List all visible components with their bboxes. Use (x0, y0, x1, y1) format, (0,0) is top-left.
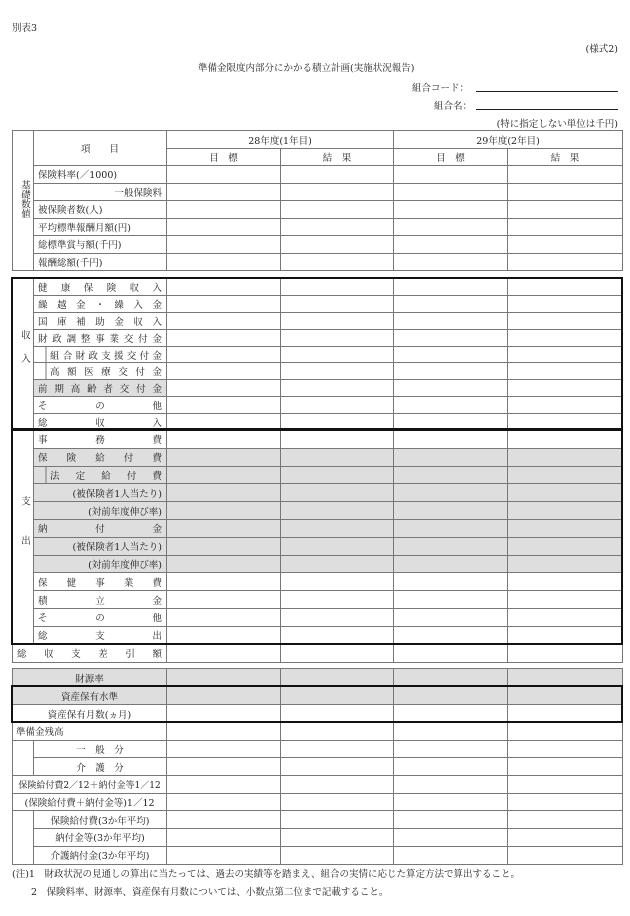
cell-input[interactable] (508, 201, 623, 219)
cell-input[interactable] (394, 723, 508, 741)
cell-input[interactable] (508, 723, 623, 741)
cell-input[interactable] (394, 555, 508, 573)
cell-input[interactable] (394, 537, 508, 555)
cell-input[interactable] (281, 329, 394, 346)
year1-target-header: 目 標 (167, 149, 281, 166)
cell-input[interactable] (394, 573, 508, 591)
cell-input[interactable] (167, 758, 281, 776)
row-label: 保健事業費 (34, 573, 167, 591)
cell-input[interactable] (508, 591, 623, 609)
cell-input[interactable] (508, 166, 623, 184)
cell-input[interactable] (281, 466, 394, 484)
cell-input[interactable] (167, 236, 281, 254)
table-row (13, 573, 623, 591)
cell-input[interactable] (394, 183, 508, 201)
cell-input[interactable] (281, 502, 394, 520)
cell-input[interactable] (281, 626, 394, 644)
row-label: 保険給付費(3か年平均) (34, 811, 167, 829)
row-label: 介 護 分 (34, 758, 167, 776)
indent-cell (13, 740, 34, 758)
cell-input[interactable] (394, 363, 508, 380)
cell-input[interactable] (281, 723, 394, 741)
cell-input[interactable] (281, 448, 394, 466)
cell-input[interactable] (167, 329, 281, 346)
cell-input[interactable] (167, 380, 281, 397)
cell-input[interactable] (508, 346, 623, 363)
cell-input[interactable] (508, 537, 623, 555)
cell-input[interactable] (508, 626, 623, 644)
form-label: (様式2) (585, 44, 618, 55)
cell-input[interactable] (508, 295, 623, 312)
cell-input[interactable] (394, 312, 508, 329)
cell-input[interactable] (394, 608, 508, 626)
cell-input[interactable] (281, 201, 394, 219)
table-row (13, 793, 623, 811)
cell-input[interactable] (167, 829, 281, 847)
page-title: 準備金限度内部分にかかる積立計画(実施状況報告) (198, 63, 415, 74)
table-row (13, 166, 623, 184)
cell-input[interactable] (394, 414, 508, 431)
row-label: (対前年度伸び率) (34, 555, 167, 573)
table-row (13, 723, 623, 741)
row-label: 準備金残高 (13, 723, 167, 741)
row-label: 保険給付費2／12＋納付金等1／12 (13, 776, 167, 794)
cell-input[interactable] (281, 555, 394, 573)
cell-input[interactable] (508, 776, 623, 794)
cell-input[interactable] (508, 431, 623, 449)
appendix-label: 別表3 (12, 23, 38, 34)
table-row (13, 253, 623, 271)
table-row (13, 758, 623, 776)
cell-input[interactable] (281, 776, 394, 794)
cell-input[interactable] (281, 183, 394, 201)
cell-input[interactable] (281, 669, 394, 687)
cell-input[interactable] (394, 591, 508, 609)
table-row (13, 591, 623, 609)
table-row (13, 236, 623, 254)
cell-input[interactable] (394, 776, 508, 794)
cell-input[interactable] (394, 502, 508, 520)
cell-input[interactable] (167, 608, 281, 626)
cell-input[interactable] (508, 414, 623, 431)
cell-input[interactable] (281, 644, 394, 662)
table-row (13, 626, 623, 644)
table-row (13, 520, 623, 538)
cell-input[interactable] (394, 236, 508, 254)
balance-label: 総収支差引額 (13, 644, 167, 662)
row-label-sub: 高額医療交付金 (34, 363, 167, 380)
table-row (13, 183, 623, 201)
cell-input[interactable] (167, 448, 281, 466)
cell-input[interactable] (167, 295, 281, 312)
row-label: 総収入 (34, 414, 167, 431)
table-row (13, 537, 623, 555)
table-row (13, 295, 623, 312)
cell-input[interactable] (167, 466, 281, 484)
table-row (13, 776, 623, 794)
union-code-label: 組合コード： (412, 83, 470, 94)
cell-input[interactable] (167, 414, 281, 431)
row-label: 資産保有月数(ヵ月) (13, 705, 167, 723)
table-row (13, 448, 623, 466)
cell-input[interactable] (167, 279, 281, 296)
cell-input[interactable] (394, 329, 508, 346)
cell-input[interactable] (394, 253, 508, 271)
cell-input[interactable] (394, 793, 508, 811)
cell-input[interactable] (281, 484, 394, 502)
row-label: 報酬総額(千円) (34, 253, 167, 271)
cell-input[interactable] (167, 537, 281, 555)
row-label: 一般保険料 (34, 183, 167, 201)
cell-input[interactable] (508, 218, 623, 236)
cell-input[interactable] (394, 687, 508, 705)
cell-input[interactable] (167, 312, 281, 329)
row-label: (被保険者1人当たり) (34, 537, 167, 555)
cell-input[interactable] (167, 793, 281, 811)
table-row (13, 363, 623, 380)
cell-input[interactable] (167, 705, 281, 723)
cell-input[interactable] (508, 555, 623, 573)
cell-input[interactable] (508, 793, 623, 811)
table-row (13, 502, 623, 520)
cell-input[interactable] (281, 537, 394, 555)
cell-input[interactable] (281, 846, 394, 864)
row-label-sub: 法定給付費 (34, 466, 167, 484)
cell-input[interactable] (394, 166, 508, 184)
cell-input[interactable] (508, 312, 623, 329)
year1-header: 28年度(1年目) (167, 131, 394, 149)
cell-input[interactable] (508, 846, 623, 864)
cell-input[interactable] (508, 236, 623, 254)
cell-input[interactable] (508, 466, 623, 484)
cell-input[interactable] (281, 811, 394, 829)
cell-input[interactable] (394, 829, 508, 847)
cell-input[interactable] (394, 644, 508, 662)
cell-input[interactable] (508, 279, 623, 296)
row-label: 資産保有水準 (13, 687, 167, 705)
cell-input[interactable] (281, 573, 394, 591)
cell-input[interactable] (167, 253, 281, 271)
row-label: 平均標準報酬月額(円) (34, 218, 167, 236)
row-label: (対前年度伸び率) (34, 502, 167, 520)
income-group-label: 収入 (13, 279, 34, 431)
table-row (13, 397, 623, 414)
cell-input[interactable] (508, 687, 623, 705)
cell-input[interactable] (281, 687, 394, 705)
row-label: その他 (34, 397, 167, 414)
row-label-sub: 組合財政支援交付金 (34, 346, 167, 363)
cell-input[interactable] (167, 740, 281, 758)
cell-input[interactable] (167, 555, 281, 573)
cell-input[interactable] (167, 363, 281, 380)
cell-input[interactable] (394, 295, 508, 312)
year2-result-header: 結 果 (508, 149, 623, 166)
cell-input[interactable] (167, 201, 281, 219)
cell-input[interactable] (167, 626, 281, 644)
row-label: 総標準賞与額(千円) (34, 236, 167, 254)
cell-input[interactable] (394, 520, 508, 538)
table-row (13, 201, 623, 219)
table-row (13, 279, 623, 296)
cell-input[interactable] (281, 312, 394, 329)
cell-input[interactable] (167, 591, 281, 609)
row-label: 被保険者数(人) (34, 201, 167, 219)
cell-input[interactable] (167, 166, 281, 184)
indent-cell (13, 811, 34, 864)
cell-input[interactable] (281, 608, 394, 626)
cell-input[interactable] (394, 380, 508, 397)
cell-input[interactable] (167, 484, 281, 502)
cell-input[interactable] (281, 520, 394, 538)
cell-input[interactable] (394, 346, 508, 363)
table-row (13, 687, 623, 705)
cell-input[interactable] (508, 363, 623, 380)
row-label: (被保険者1人当たり) (34, 484, 167, 502)
table-row (13, 380, 623, 397)
table-row (13, 484, 623, 502)
year2-target-header: 目 標 (394, 149, 508, 166)
table-row (13, 218, 623, 236)
indent-cell (13, 758, 34, 776)
table-row (13, 329, 623, 346)
cell-input[interactable] (508, 253, 623, 271)
row-label: 総支出 (34, 626, 167, 644)
table-row (13, 312, 623, 329)
cell-input[interactable] (508, 740, 623, 758)
cell-input[interactable] (394, 397, 508, 414)
cell-input[interactable] (508, 573, 623, 591)
cell-input[interactable] (281, 363, 394, 380)
cell-input[interactable] (508, 329, 623, 346)
cell-input[interactable] (394, 279, 508, 296)
cell-input[interactable] (508, 397, 623, 414)
union-name-field[interactable] (476, 109, 618, 110)
row-label: 繰越金・繰入金 (34, 295, 167, 312)
table-row (13, 846, 623, 864)
note-1: (注)1 財政状況の見通しの算出に当たっては、過去の実績等を踏まえ、組合の実情に応じた算定方法で算出すること。 (12, 869, 521, 880)
cell-input[interactable] (281, 431, 394, 449)
cell-input[interactable] (281, 793, 394, 811)
cell-input[interactable] (281, 705, 394, 723)
row-label: 介護納付金(3か年平均) (34, 846, 167, 864)
cell-input[interactable] (281, 380, 394, 397)
note-2: 2 保険料率、財源率、資産保有月数については、小数点第二位まで記載すること。 (12, 887, 389, 898)
cell-input[interactable] (281, 591, 394, 609)
cell-input[interactable] (508, 669, 623, 687)
table-row (13, 644, 623, 662)
row-label: 保険給付費 (34, 448, 167, 466)
cell-input[interactable] (394, 218, 508, 236)
row-label: 納付金等(3か年平均) (34, 829, 167, 847)
row-label: 納付金 (34, 520, 167, 538)
cell-input[interactable] (508, 448, 623, 466)
cell-input[interactable] (281, 758, 394, 776)
row-label: (保険給付費＋納付金等)1／12 (13, 793, 167, 811)
table-row (13, 346, 623, 363)
cell-input[interactable] (167, 218, 281, 236)
cell-input[interactable] (394, 431, 508, 449)
cell-input[interactable] (281, 397, 394, 414)
cell-input[interactable] (167, 644, 281, 662)
table-row (13, 705, 623, 723)
cell-input[interactable] (508, 183, 623, 201)
cell-input[interactable] (167, 183, 281, 201)
cell-input[interactable] (508, 520, 623, 538)
cell-input[interactable] (281, 218, 394, 236)
cell-input[interactable] (167, 346, 281, 363)
cell-input[interactable] (281, 166, 394, 184)
cell-input[interactable] (394, 669, 508, 687)
income-expense-table (12, 278, 623, 663)
row-label: 国庫補助金収入 (34, 312, 167, 329)
cell-input[interactable] (281, 829, 394, 847)
row-label: 前期高齢者交付金 (34, 380, 167, 397)
cell-input[interactable] (167, 811, 281, 829)
table-row (13, 466, 623, 484)
cell-input[interactable] (167, 776, 281, 794)
cell-input[interactable] (508, 644, 623, 662)
row-label: 一 般 分 (34, 740, 167, 758)
cell-input[interactable] (281, 740, 394, 758)
cell-input[interactable] (508, 484, 623, 502)
cell-input[interactable] (394, 484, 508, 502)
cell-input[interactable] (508, 705, 623, 723)
table-row (13, 431, 623, 449)
cell-input[interactable] (394, 201, 508, 219)
unit-note: (特に指定しない単位は千円) (496, 119, 618, 130)
cell-input[interactable] (281, 346, 394, 363)
cell-input[interactable] (281, 279, 394, 296)
row-label: 積立金 (34, 591, 167, 609)
row-label: 財政調整事業交付金 (34, 329, 167, 346)
cell-input[interactable] (394, 740, 508, 758)
table-row (13, 740, 623, 758)
cell-input[interactable] (167, 520, 281, 538)
cell-input[interactable] (394, 626, 508, 644)
cell-input[interactable] (394, 846, 508, 864)
cell-input[interactable] (167, 669, 281, 687)
item-header: 項 目 (34, 131, 167, 166)
cell-input[interactable] (281, 414, 394, 431)
row-label: 健康保険収入 (34, 279, 167, 296)
cell-input[interactable] (167, 502, 281, 520)
row-label: 事務費 (34, 431, 167, 449)
cell-input[interactable] (394, 811, 508, 829)
cell-input[interactable] (167, 846, 281, 864)
table-row (13, 608, 623, 626)
cell-input[interactable] (167, 573, 281, 591)
cell-input[interactable] (508, 811, 623, 829)
cell-input[interactable] (167, 723, 281, 741)
cell-input[interactable] (394, 466, 508, 484)
table-row (13, 669, 623, 687)
union-code-field[interactable] (476, 91, 618, 92)
row-label: 保険料率(／1000) (34, 166, 167, 184)
cell-input[interactable] (508, 829, 623, 847)
union-name-label: 組合名： (434, 101, 473, 112)
expense-group-label: 支出 (13, 431, 34, 645)
row-label: その他 (34, 608, 167, 626)
cell-input[interactable] (167, 397, 281, 414)
cell-input[interactable] (394, 705, 508, 723)
row-label: 財源率 (13, 669, 167, 687)
cell-input[interactable] (281, 253, 394, 271)
cell-input[interactable] (167, 431, 281, 449)
year2-header: 29年度(2年目) (394, 131, 623, 149)
table-row (13, 555, 623, 573)
basic-values-table (12, 130, 623, 271)
reserve-table (12, 668, 623, 865)
cell-input[interactable] (167, 687, 281, 705)
cell-input[interactable] (394, 758, 508, 776)
cell-input[interactable] (508, 380, 623, 397)
cell-input[interactable] (394, 448, 508, 466)
table-row (13, 811, 623, 829)
cell-input[interactable] (508, 758, 623, 776)
table-row (13, 414, 623, 431)
cell-input[interactable] (508, 608, 623, 626)
cell-input[interactable] (281, 236, 394, 254)
cell-input[interactable] (508, 502, 623, 520)
basic-group-label: 基礎数値 (13, 131, 34, 271)
year1-result-header: 結 果 (281, 149, 394, 166)
cell-input[interactable] (281, 295, 394, 312)
table-row (13, 829, 623, 847)
